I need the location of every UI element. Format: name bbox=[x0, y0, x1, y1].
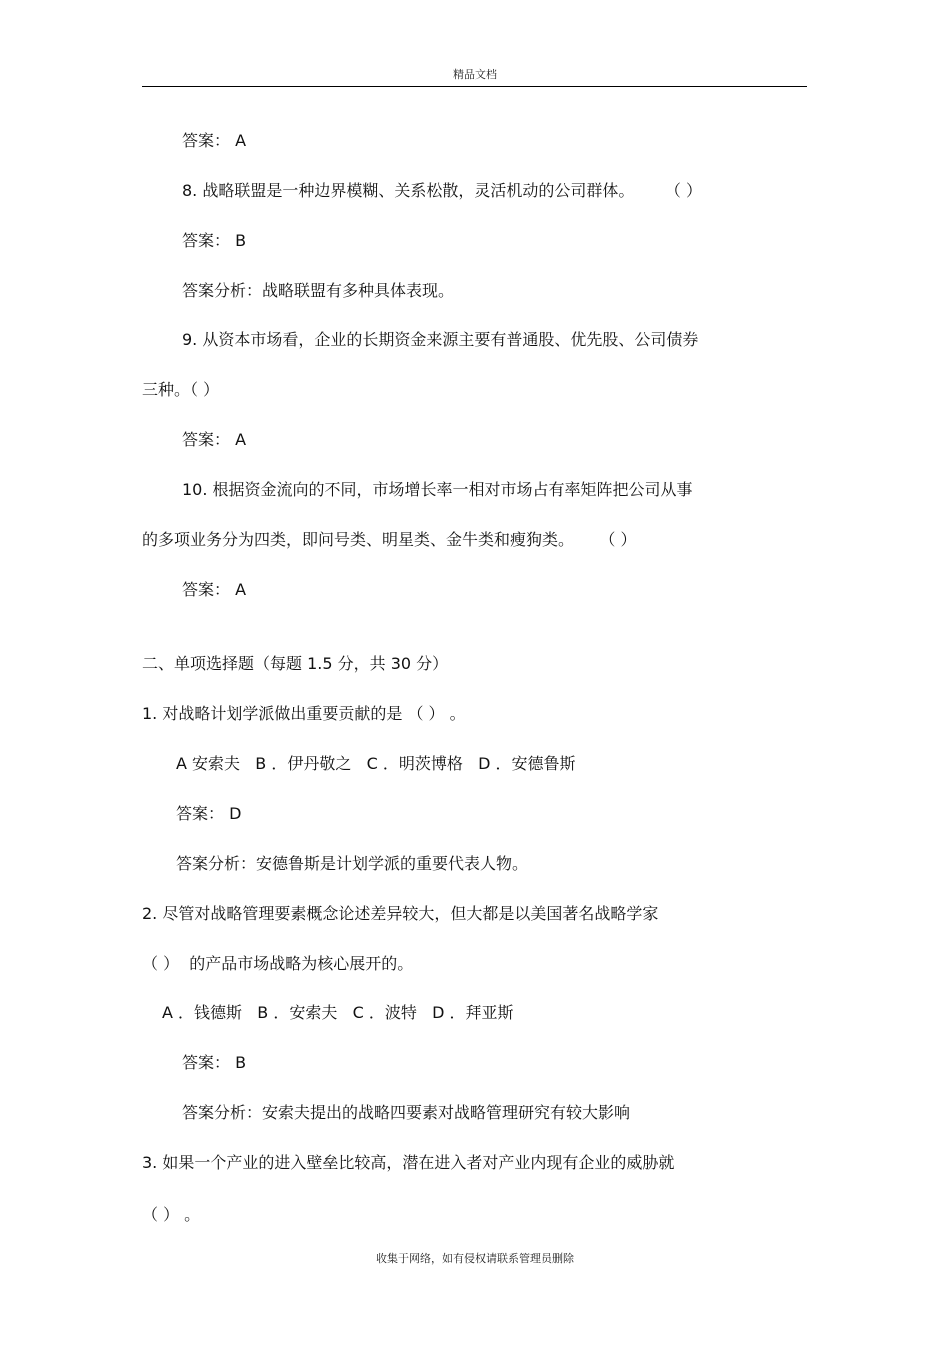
question-9-cont: 三种。（ ） bbox=[142, 380, 220, 399]
mc-question-1: 1. 对战略计划学派做出重要贡献的是 （ ） 。 bbox=[142, 704, 466, 723]
answer-line: 答案： B bbox=[182, 1053, 247, 1072]
mc-question-2-cont: （ ） 的产品市场战略为核心展开的。 bbox=[142, 954, 414, 973]
mc-options-1: A 安索夫 B ．伊丹敬之 C ．明茨博格 D ．安德鲁斯 bbox=[176, 754, 576, 773]
answer-line: 答案： A bbox=[182, 580, 247, 599]
mc-question-2: 2. 尽管对战略管理要素概念论述差异较大，但大都是以美国著名战略学家 bbox=[142, 904, 659, 923]
section-heading: 二、单项选择题（每题 1.5 分，共 30 分） bbox=[142, 654, 449, 673]
question-8: 8. 战略联盟是一种边界模糊、关系松散，灵活机动的公司群体。 （ ） bbox=[182, 181, 702, 200]
page-footer: 收集于网络，如有侵权请联系管理员删除 bbox=[376, 1252, 574, 1265]
page-header: 精品文档 bbox=[453, 68, 497, 81]
answer-line: 答案： D bbox=[176, 804, 242, 823]
answer-line: 答案： A bbox=[182, 430, 247, 449]
question-10-cont: 的多项业务分为四类，即问号类、明星类、金牛类和瘦狗类。 （ ） bbox=[142, 530, 637, 549]
answer-analysis: 答案分析：安德鲁斯是计划学派的重要代表人物。 bbox=[176, 854, 529, 873]
answer-line: 答案： B bbox=[182, 231, 247, 250]
answer-line: 答案： A bbox=[182, 131, 247, 150]
question-10: 10. 根据资金流向的不同，市场增长率一相对市场占有率矩阵把公司从事 bbox=[182, 480, 693, 499]
answer-analysis: 答案分析：战略联盟有多种具体表现。 bbox=[182, 281, 455, 300]
mc-options-2: A ．钱德斯 B ．安索夫 C ．波特 D ．拜亚斯 bbox=[162, 1003, 514, 1022]
mc-question-3-cont: （ ） 。 bbox=[142, 1205, 201, 1224]
mc-question-3: 3. 如果一个产业的进入壁垒比较高，潜在进入者对产业内现有企业的威胁就 bbox=[142, 1153, 675, 1172]
header-rule bbox=[142, 86, 807, 87]
answer-analysis: 答案分析：安索夫提出的战略四要素对战略管理研究有较大影响 bbox=[182, 1103, 631, 1122]
question-9: 9. 从资本市场看，企业的长期资金来源主要有普通股、优先股、公司债券 bbox=[182, 330, 699, 349]
